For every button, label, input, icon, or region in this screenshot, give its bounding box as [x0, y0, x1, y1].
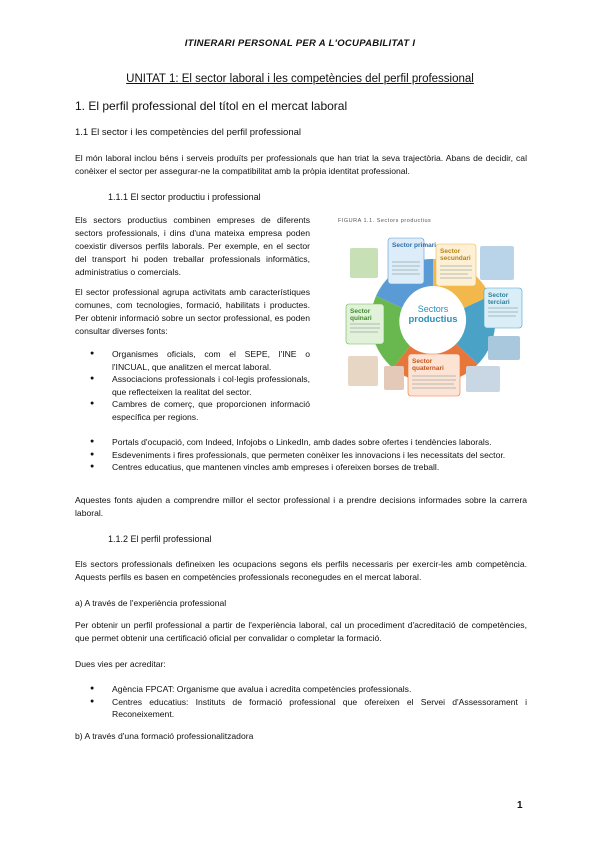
sources-list-narrow	[90, 348, 310, 423]
ways-list	[90, 683, 527, 721]
section-1-heading: 1. El perfil professional del títol en el mercat laboral	[75, 99, 348, 113]
subheading-training: b) A través d'una formació professionalitzadora	[75, 731, 254, 741]
section-1-1-1-heading: 1.1.1 El sector productiu i professional	[108, 192, 261, 202]
label-quinari: Sector quinari	[350, 308, 372, 322]
page-number: 1	[517, 800, 523, 811]
unit-title: UNITAT 1: El sector laboral i les competències del perfil professional	[126, 73, 474, 85]
paragraph-experience: Per obtenir un perfil professional a partir de l'experiència laboral, cal un procediment d'acreditació de competències, que permet obtenir una certificació oficial per convalidar o completar la formació.	[75, 620, 527, 643]
paragraph-sectors: Els sectors productius combinen empreses de diferents sectors professionals, i dins d'una mateixa empresa poden coexistir diversos perfils laborals. Per exemple, en el sector del transport hi poden treballar professionals informàtics, administratius o comercials.	[75, 215, 310, 277]
paragraph-professional-sector: El sector professional agrupa activitats amb característiques comunes, com tecnologies, formació, habilitats i productes. Per obtenir informació sobre un sector professional, es poden consultar diverses fonts:	[75, 287, 310, 336]
list-item: ● Associacions professionals i col·legis professionals, que reflecteixen la realitat del sector.	[90, 373, 310, 398]
two-ways-label: Dues vies per acreditar:	[75, 659, 166, 669]
label-secundari: Sector secundari	[440, 248, 471, 262]
wheel-center-line1: Sectors	[417, 304, 449, 314]
list-item: ● Centres educatius, que mantenen vincles amb empreses i ofereixen borses de treball.	[90, 461, 527, 474]
paragraph-profile: Els sectors professionals defineixen les ocupacions segons els perfils necessaris per exercir-les amb competència. Aquests perfils es basen en competències professionals reconegudes en el mercat laboral.	[75, 559, 527, 582]
sources-list-wide	[90, 436, 527, 474]
paragraph-sources-summary: Aquestes fonts ajuden a comprendre millor el sector professional i a prendre decisions informades sobre la carrera laboral.	[75, 495, 527, 518]
intro-paragraph: El món laboral inclou béns i serveis produïts per professionals que han triat la seva trajectòria. Abans de decidir, cal conèixer el sector per assegurar-ne la compatibilitat amb la pròpia identitat professional.	[75, 153, 527, 176]
subheading-experience: a) A través de l'experiència professional	[75, 598, 227, 608]
wheel-center-line2: productius	[408, 314, 458, 325]
list-item: ● Organismes oficials, com el SEPE, l'INE o l'INCUAL, que analitzen el mercat laboral.	[90, 348, 310, 373]
label-terciari: Sector terciari	[488, 292, 510, 306]
section-1-1-2-heading: 1.1.2 El perfil professional	[108, 534, 212, 544]
list-item: ● Portals d'ocupació, com Indeed, Infojobs o LinkedIn, amb dades sobre ofertes i tendències laborals.	[90, 436, 527, 449]
list-item: ● Cambres de comerç, que proporcionen informació específica per regions.	[90, 398, 310, 423]
running-header: ITINERARI PERSONAL PER A L'OCUPABILITAT I	[184, 38, 416, 49]
list-item: ● Esdeveniments i fires professionals, que permeten conèixer les innovacions i les necessitats del sector.	[90, 449, 527, 462]
figure-caption: FIGURA 1.1. Sectors productius	[338, 218, 432, 224]
list-item: ● Centres educatius: Instituts de formació professional que ofereixen el Servei d'Assessorament i Reconeixement.	[90, 696, 527, 721]
label-primari: Sector primari	[392, 242, 437, 249]
label-quaternari: Sector quaternari	[412, 358, 444, 372]
section-1-1-heading: 1.1 El sector i les competències del perfil professional	[75, 127, 302, 138]
list-item: ● Agència FPCAT: Organisme que avalua i acredita competències professionals.	[90, 683, 527, 696]
sectors-figure	[338, 218, 528, 398]
